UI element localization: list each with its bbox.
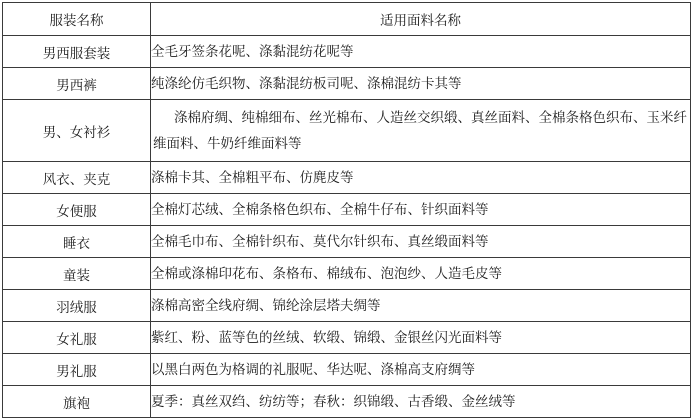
- garment-name: 男西裤: [3, 68, 151, 100]
- fabric-names: 涤棉府绸、纯棉细布、丝光棉布、人造丝交织缎、真丝面料、全棉条格色织布、玉米纤维面料、牛奶纤维面料等: [151, 100, 691, 162]
- fabric-names: 紫红、粉、蓝等色的丝绒、软缎、锦缎、金银丝闪光面料等: [151, 322, 691, 354]
- table-row: [3, 322, 691, 354]
- fabric-names: 涤棉卡其、全棉粗平布、仿麂皮等: [151, 162, 691, 194]
- table-header-row: [3, 3, 691, 36]
- garment-name: 童装: [3, 258, 151, 290]
- garment-name: 睡衣: [3, 226, 151, 258]
- fabric-names: 以黑白两色为格调的礼服呢、华达呢、涤棉高支府绸等: [151, 354, 691, 386]
- fabric-names: 全棉灯芯绒、全棉条格色织布、全棉牛仔布、针织面料等: [151, 194, 691, 226]
- header-garment-name: 服装名称: [3, 3, 151, 36]
- table-row: [3, 100, 691, 162]
- table-row: [3, 226, 691, 258]
- table-row: [3, 258, 691, 290]
- fabric-names: 全毛牙签条花呢、涤黏混纺花呢等: [151, 36, 691, 68]
- table-row: [3, 354, 691, 386]
- garment-fabric-table: [2, 2, 691, 418]
- fabric-names: 夏季：真丝双绉、纺纺等；春秋：织锦缎、古香缎、金丝绒等: [151, 386, 691, 418]
- table-row: [3, 68, 691, 100]
- table-row: [3, 386, 691, 418]
- garment-name: 风衣、夹克: [3, 162, 151, 194]
- garment-name: 女便服: [3, 194, 151, 226]
- garment-name: 女礼服: [3, 322, 151, 354]
- table-row: [3, 194, 691, 226]
- garment-name: 男西服套装: [3, 36, 151, 68]
- table-row: [3, 290, 691, 322]
- fabric-names: 涤棉高密全线府绸、锦纶涂层塔夫绸等: [151, 290, 691, 322]
- fabric-names: 全棉毛巾布、全棉针织布、莫代尔针织布、真丝缎面料等: [151, 226, 691, 258]
- fabric-names: 纯涤纶仿毛织物、涤黏混纺板司呢、涤棉混纺卡其等: [151, 68, 691, 100]
- garment-name: 旗袍: [3, 386, 151, 418]
- table-row: [3, 162, 691, 194]
- garment-name: 男礼服: [3, 354, 151, 386]
- garment-name: 男、女衬衫: [3, 100, 151, 162]
- table-row: [3, 36, 691, 68]
- fabric-names: 全棉或涤棉印花布、条格布、棉绒布、泡泡纱、人造毛皮等: [151, 258, 691, 290]
- garment-name: 羽绒服: [3, 290, 151, 322]
- header-fabric-name: 适用面料名称: [151, 3, 691, 36]
